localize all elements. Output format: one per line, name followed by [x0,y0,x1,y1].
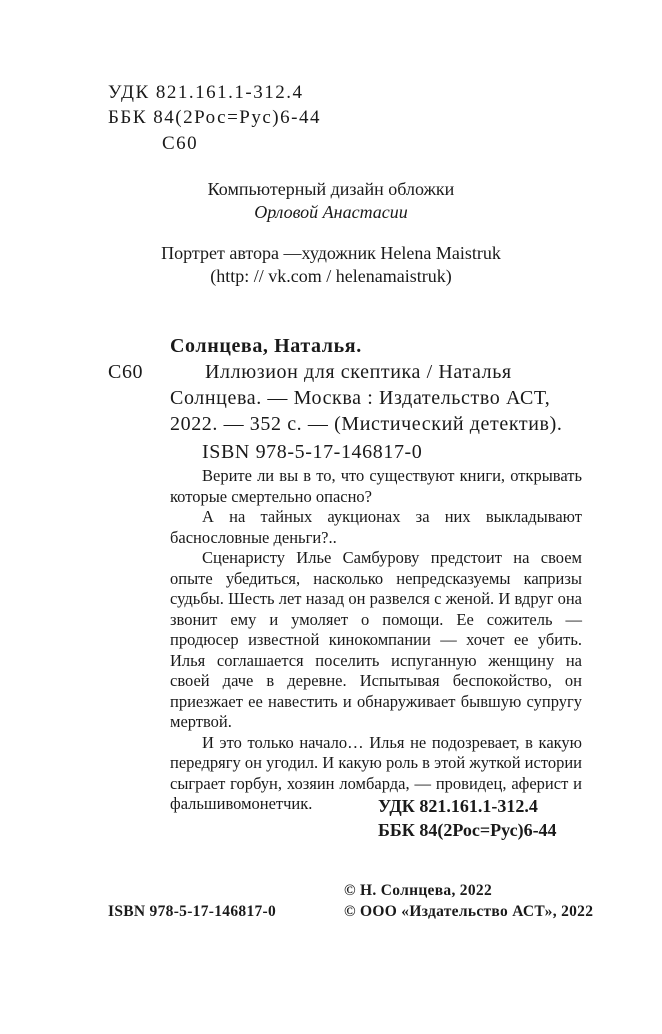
annotation-paragraph: Сценаристу Илье Самбурову предстоит на своем опыте убедиться, насколько непредсказуемы капризы судьбы. Шесть лет назад он развелся с женой. И вдруг она звонит ему и умоляет о помощи. Ее сожитель — продюсер известной кинокомпании — хочет ее убить. Илья соглашается поселить испуганную женщину на своей даче в деревне. Испытывая беспокойство, он приезжает ее навестить и обнаруживает бывшую супругу мертвой. [170,548,582,731]
bib-isbn: ISBN 978-5-17-146817-0 [202,441,423,463]
cover-designer: Орловой Анастасии [254,202,408,222]
portrait-link: (http: // vk.com / helenamaistruk) [210,266,452,286]
cover-design-label: Компьютерный дизайн обложки [207,179,455,199]
header-udk: УДК 821.161.1-312.4 [108,82,304,103]
header-code: С60 [162,133,199,154]
footer-udk: УДК 821.161.1-312.4 [378,796,538,816]
footer-bbk: ББК 84(2Рос=Рус)6-44 [378,820,557,840]
annotation-paragraph: Верите ли вы в то, что существуют книги, открывать которые смертельно опасно? [170,466,582,506]
copyright-isbn: ISBN 978-5-17-146817-0 [108,903,277,920]
copyright-publisher: © ООО «Издательство АСТ», 2022 [344,903,594,920]
bib-author: Солнцева, Наталья. [170,335,362,357]
header-bbk: ББК 84(2Рос=Рус)6-44 [108,107,321,128]
bib-code: С60 [108,361,144,383]
annotation [170,466,582,815]
annotation-paragraph: И это только начало… Илья не подозревает, в какую передрягу он угодил. И какую роль в этой жуткой истории сыграет горбун, хозяин ломбарда, — провидец, аферист и фальшивомонетчик. [170,732,582,813]
bib-line3: 2022. — 352 с. — (Мистический детектив). [170,413,563,435]
annotation-paragraph: А на тайных аукционах за них выкладывают баснословные деньги?.. [170,507,582,547]
portrait-credit: Портрет автора —художник Helena Maistruk [161,243,501,263]
copyright-author: © Н. Солнцева, 2022 [344,882,493,899]
bib-line2: Солнцева. — Москва : Издательство АСТ, [170,387,551,409]
bib-line1: Иллюзион для скептика / Наталья [205,361,512,383]
